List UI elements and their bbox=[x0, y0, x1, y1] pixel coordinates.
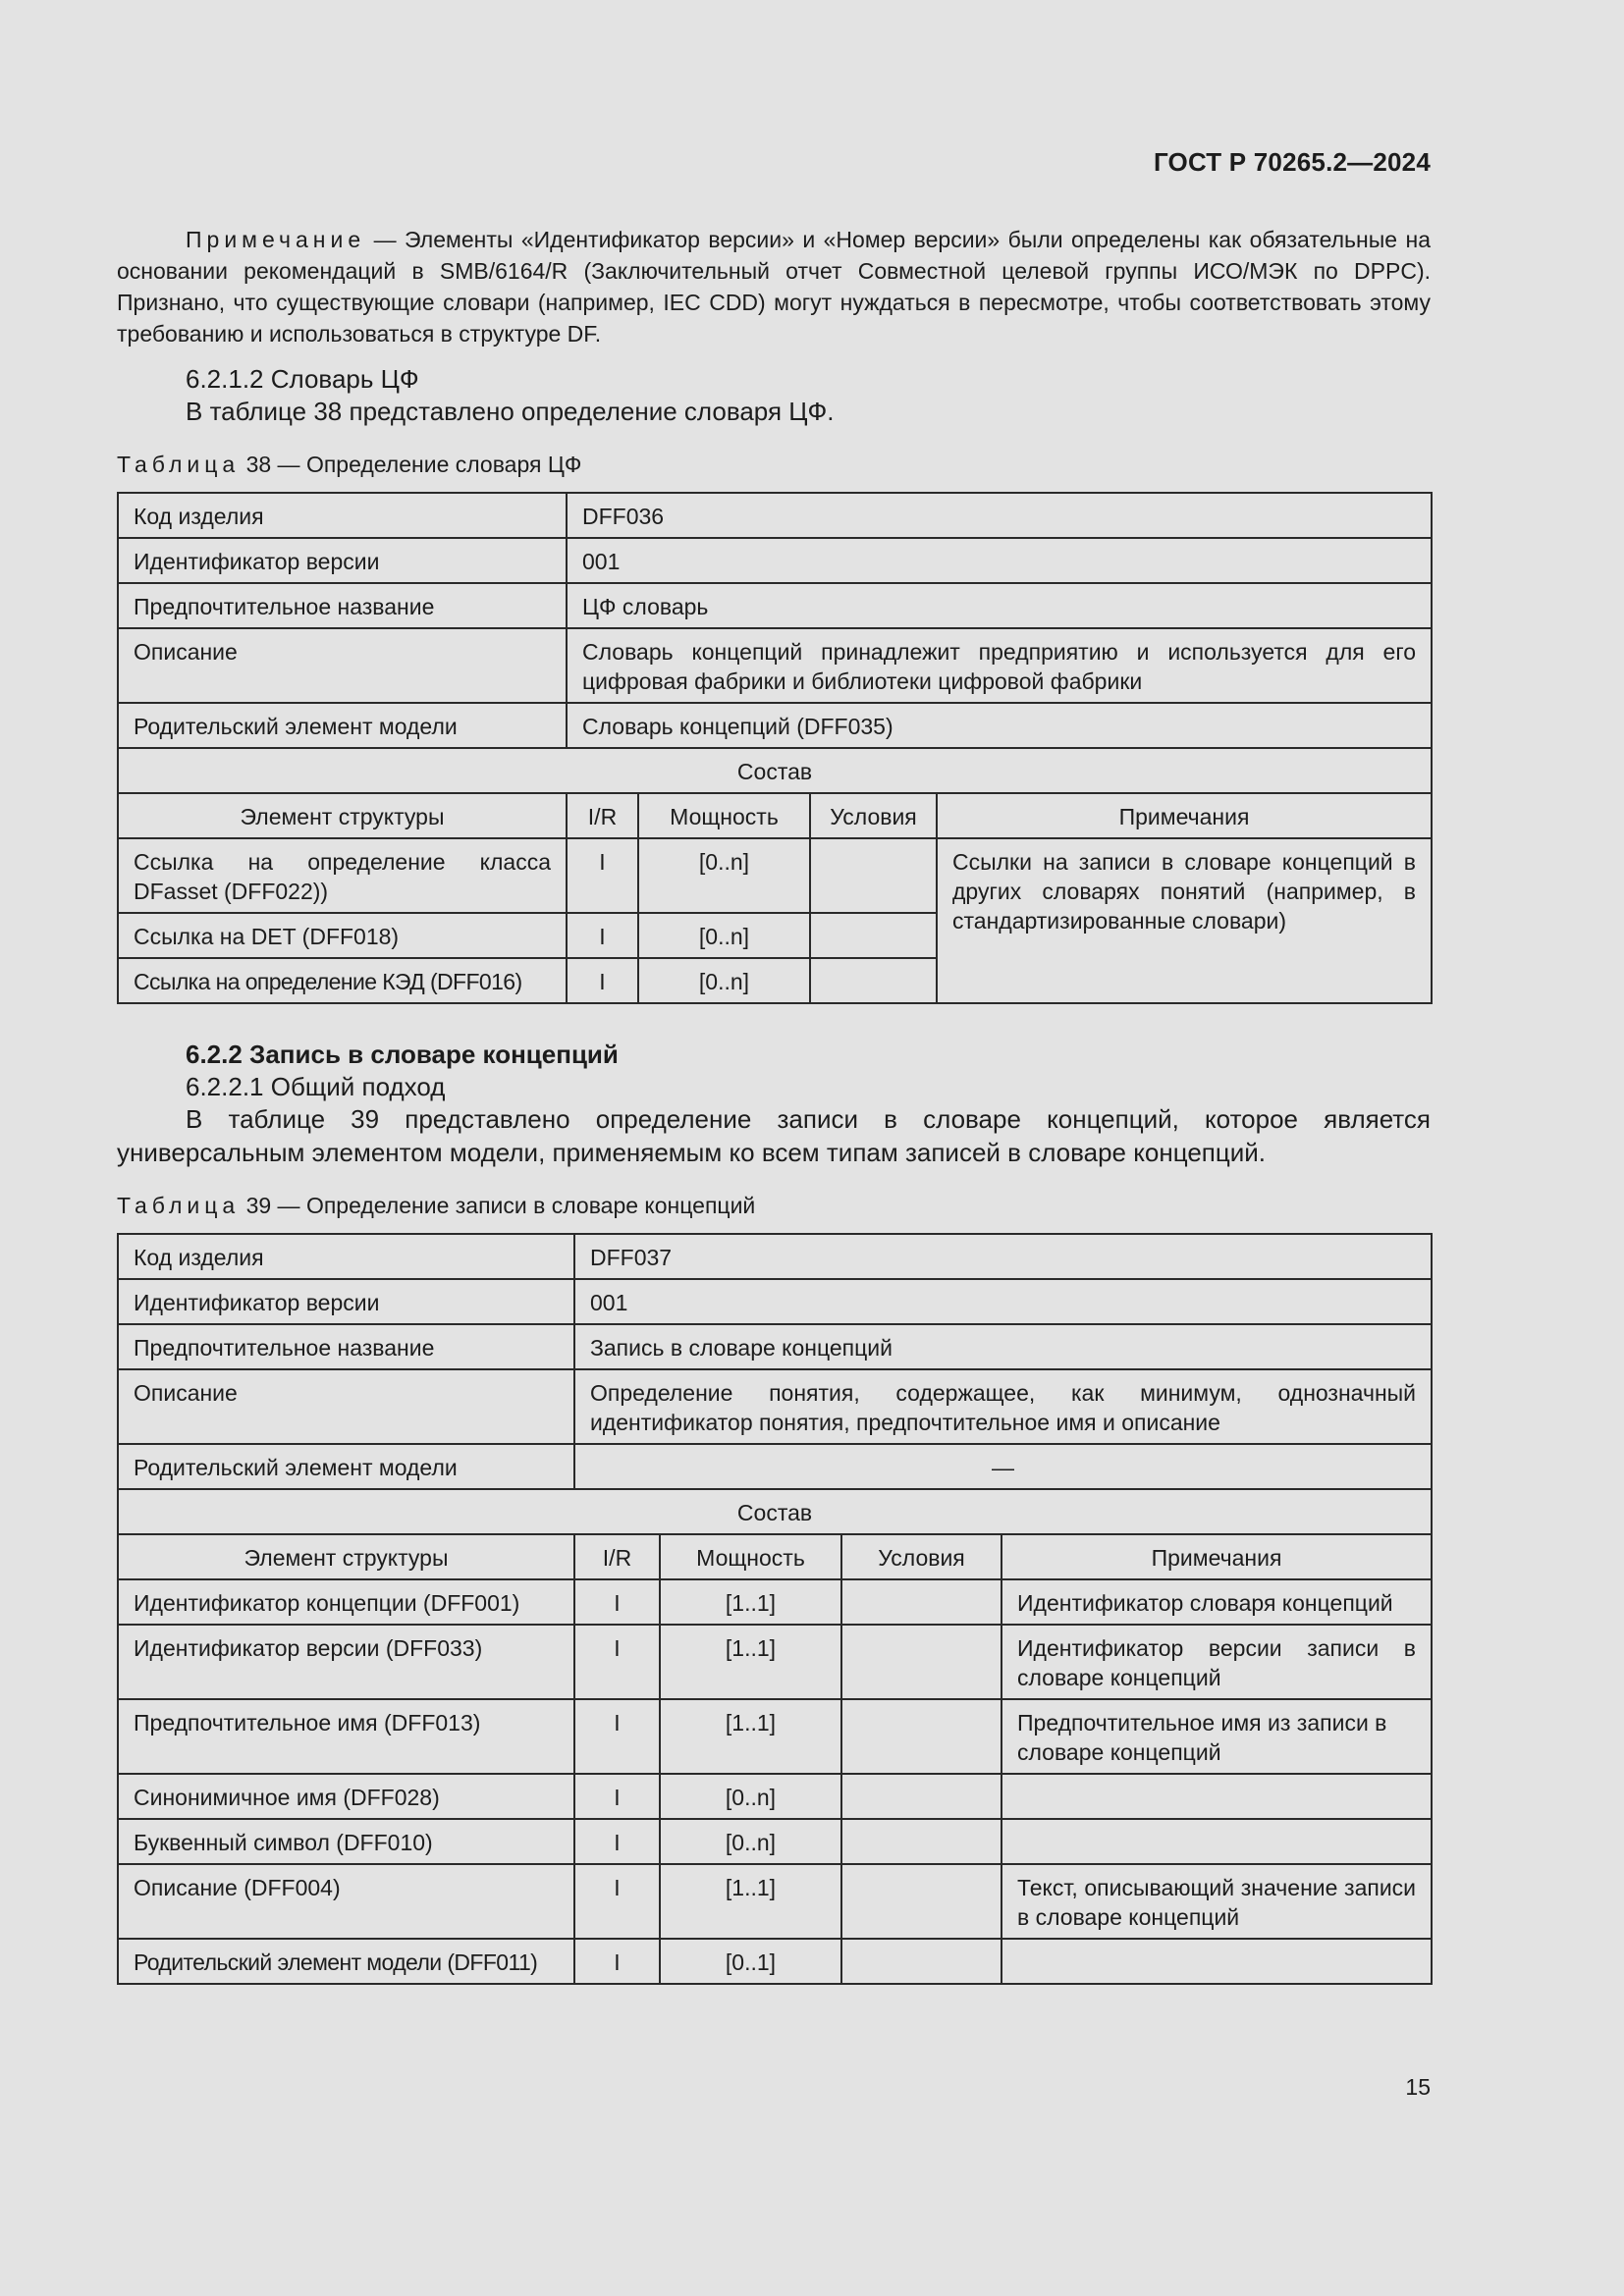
ir-value: I bbox=[574, 1774, 660, 1819]
table-row bbox=[118, 1939, 1432, 1984]
section-6221-heading: 6.2.2.1 Общий подход bbox=[186, 1072, 446, 1101]
note-paragraph bbox=[117, 224, 1431, 349]
note-value: Идентификатор версии записи в словаре концепций bbox=[1001, 1625, 1432, 1699]
condition-value bbox=[810, 838, 937, 913]
row-value: 001 bbox=[574, 1279, 1432, 1324]
header-row bbox=[118, 793, 1432, 838]
ir-value: I bbox=[574, 1819, 660, 1864]
composition-row bbox=[118, 1489, 1432, 1534]
row-label: Родительский элемент модели bbox=[118, 1444, 574, 1489]
ir-value: I bbox=[574, 1864, 660, 1939]
table-row bbox=[118, 1579, 1432, 1625]
power-value: [1..1] bbox=[660, 1579, 841, 1625]
table-row bbox=[118, 1279, 1432, 1324]
condition-value bbox=[841, 1774, 1001, 1819]
power-value: [0..n] bbox=[638, 913, 810, 958]
note-value: Текст, описывающий значение записи в словаре концепций bbox=[1001, 1864, 1432, 1939]
row-value: Запись в словаре концепций bbox=[574, 1324, 1432, 1369]
condition-value bbox=[841, 1625, 1001, 1699]
column-header: Элемент структуры bbox=[118, 1534, 574, 1579]
note-value: Предпочтительное имя из записи в словаре концепций bbox=[1001, 1699, 1432, 1774]
row-value: ЦФ словарь bbox=[567, 583, 1432, 628]
note-value bbox=[1001, 1819, 1432, 1864]
table-row bbox=[118, 703, 1432, 748]
note-lead: Примечание bbox=[186, 227, 366, 252]
column-header: Мощность bbox=[638, 793, 810, 838]
row-label: Код изделия bbox=[118, 1234, 574, 1279]
power-value: [0..n] bbox=[638, 838, 810, 913]
structure-element: Идентификатор концепции (DFF001) bbox=[118, 1579, 574, 1625]
table39-caption-rest: 39 — Определение записи в словаре концепций bbox=[240, 1193, 756, 1218]
table-row bbox=[118, 583, 1432, 628]
structure-element: Родительский элемент модели (DFF011) bbox=[118, 1939, 574, 1984]
structure-element: Предпочтительное имя (DFF013) bbox=[118, 1699, 574, 1774]
condition-value bbox=[841, 1939, 1001, 1984]
column-header: I/R bbox=[574, 1534, 660, 1579]
table-row bbox=[118, 1444, 1432, 1489]
power-value: [0..n] bbox=[660, 1774, 841, 1819]
structure-element: Ссылка на определение класса DFasset (DFF022)) bbox=[118, 838, 567, 913]
ir-value: I bbox=[574, 1625, 660, 1699]
ir-value: I bbox=[574, 1939, 660, 1984]
section-6212-heading: 6.2.1.2 Словарь ЦФ bbox=[186, 364, 419, 394]
row-label: Идентификатор версии bbox=[118, 538, 567, 583]
table38-caption-rest: 38 — Определение словаря ЦФ bbox=[240, 452, 582, 477]
structure-element: Описание (DFF004) bbox=[118, 1864, 574, 1939]
power-value: [0..n] bbox=[638, 958, 810, 1003]
section-622-text: В таблице 39 представлено определение записи в словаре концепций, которое является универсальным элементом модели, применяемым ко всем типам записей в словаре концепций. bbox=[117, 1104, 1431, 1167]
row-value: Определение понятия, содержащее, как минимум, однозначный идентификатор понятия, предпочтительное имя и описание bbox=[574, 1369, 1432, 1444]
table39-caption bbox=[117, 1193, 755, 1219]
ir-value: I bbox=[567, 958, 638, 1003]
row-value: DFF036 bbox=[567, 493, 1432, 538]
table-row bbox=[118, 1864, 1432, 1939]
row-value: Словарь концепций (DFF035) bbox=[567, 703, 1432, 748]
condition-value bbox=[841, 1864, 1001, 1939]
composition-title: Состав bbox=[118, 748, 1432, 793]
table-row bbox=[118, 1234, 1432, 1279]
table-row bbox=[118, 1774, 1432, 1819]
table-row bbox=[118, 1819, 1432, 1864]
row-value: — bbox=[574, 1444, 1432, 1489]
structure-element: Идентификатор версии (DFF033) bbox=[118, 1625, 574, 1699]
power-value: [1..1] bbox=[660, 1625, 841, 1699]
structure-element: Ссылка на DET (DFF018) bbox=[118, 913, 567, 958]
section-622-heading: 6.2.2 Запись в словаре концепций bbox=[186, 1040, 619, 1069]
note-text: — Элементы «Идентификатор версии» и «Номер версии» были определены как обязательные на основании рекомендаций в SMB/6164/R (Заключительный отчет Совместной целевой группы ИСО/МЭК по DPPC). Признано, что существующие словари (например, IEC CDD) могут нуждаться в пересмотре, чтобы соответствовать этому требованию и использоваться в структуре DF. bbox=[117, 227, 1431, 347]
condition-value bbox=[841, 1699, 1001, 1774]
table-row bbox=[118, 1625, 1432, 1699]
column-header: I/R bbox=[567, 793, 638, 838]
structure-element: Синонимичное имя (DFF028) bbox=[118, 1774, 574, 1819]
condition-value bbox=[841, 1579, 1001, 1625]
power-value: [0..1] bbox=[660, 1939, 841, 1984]
row-label: Описание bbox=[118, 1369, 574, 1444]
note-value bbox=[1001, 1774, 1432, 1819]
row-label: Код изделия bbox=[118, 493, 567, 538]
table-row bbox=[118, 1324, 1432, 1369]
column-header: Примечания bbox=[1001, 1534, 1432, 1579]
condition-value bbox=[841, 1819, 1001, 1864]
row-value: 001 bbox=[567, 538, 1432, 583]
table38-caption-lead: Таблица bbox=[117, 452, 241, 477]
page-number: 15 bbox=[1405, 2074, 1431, 2100]
column-header: Условия bbox=[841, 1534, 1001, 1579]
condition-value bbox=[810, 958, 937, 1003]
composition-row bbox=[118, 748, 1432, 793]
column-header: Мощность bbox=[660, 1534, 841, 1579]
table-38 bbox=[117, 492, 1433, 1004]
document-code-header: ГОСТ Р 70265.2—2024 bbox=[1153, 147, 1431, 177]
row-label: Предпочтительное название bbox=[118, 583, 567, 628]
table38-caption bbox=[117, 452, 581, 478]
condition-value bbox=[810, 913, 937, 958]
ir-value: I bbox=[567, 838, 638, 913]
note-value bbox=[1001, 1939, 1432, 1984]
merged-note: Ссылки на записи в словаре концепций в других словарях понятий (например, в стандартизированные словари) bbox=[937, 838, 1432, 1003]
row-value: DFF037 bbox=[574, 1234, 1432, 1279]
ir-value: I bbox=[567, 913, 638, 958]
power-value: [1..1] bbox=[660, 1864, 841, 1939]
column-header: Условия bbox=[810, 793, 937, 838]
table-39 bbox=[117, 1233, 1433, 1985]
column-header: Элемент структуры bbox=[118, 793, 567, 838]
row-value: Словарь концепций принадлежит предприятию и используется для его цифровая фабрики и библиотеки цифровой фабрики bbox=[567, 628, 1432, 703]
table-row bbox=[118, 538, 1432, 583]
table-row bbox=[118, 493, 1432, 538]
ir-value: I bbox=[574, 1579, 660, 1625]
note-value: Идентификатор словаря концепций bbox=[1001, 1579, 1432, 1625]
section-6212-text: В таблице 38 представлено определение словаря ЦФ. bbox=[186, 397, 835, 426]
table39-caption-lead: Таблица bbox=[117, 1193, 241, 1218]
header-row bbox=[118, 1534, 1432, 1579]
composition-title: Состав bbox=[118, 1489, 1432, 1534]
power-value: [0..n] bbox=[660, 1819, 841, 1864]
structure-element: Буквенный символ (DFF010) bbox=[118, 1819, 574, 1864]
ir-value: I bbox=[574, 1699, 660, 1774]
table-row bbox=[118, 628, 1432, 703]
structure-element: Ссылка на определение КЭД (DFF016) bbox=[118, 958, 567, 1003]
column-header: Примечания bbox=[937, 793, 1432, 838]
power-value: [1..1] bbox=[660, 1699, 841, 1774]
row-label: Родительский элемент модели bbox=[118, 703, 567, 748]
table-row bbox=[118, 1369, 1432, 1444]
row-label: Предпочтительное название bbox=[118, 1324, 574, 1369]
row-label: Идентификатор версии bbox=[118, 1279, 574, 1324]
table-row bbox=[118, 838, 1432, 913]
table-row bbox=[118, 1699, 1432, 1774]
row-label: Описание bbox=[118, 628, 567, 703]
